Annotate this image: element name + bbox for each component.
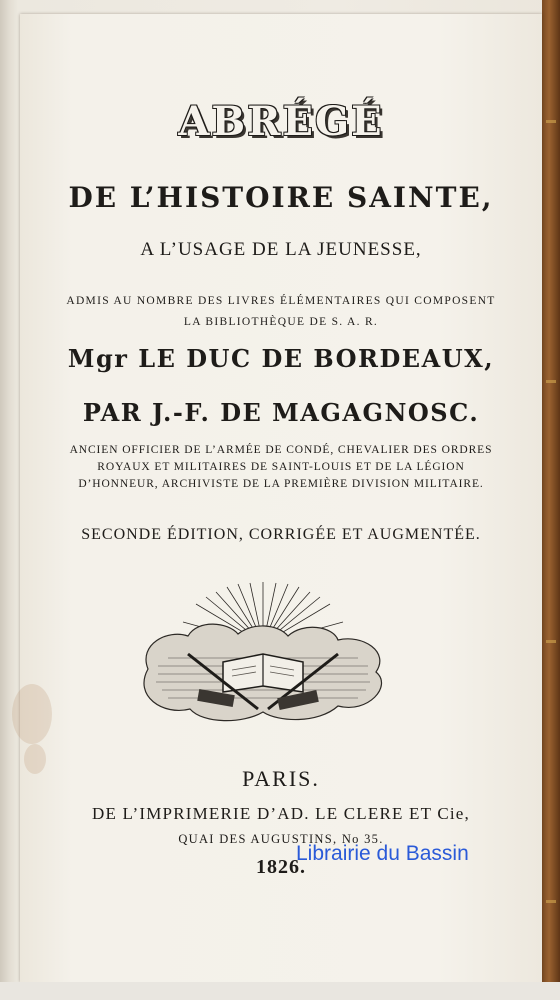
author-description-line-3: D’HONNEUR, ARCHIVISTE DE LA PREMIÈRE DIVISION MILITAIRE. [78,478,484,490]
edition-line: SECONDE ÉDITION, CORRIGÉE ET AUGMENTÉE. [81,526,481,543]
printer-address: QUAI DES AUGUSTINS, No 35. [178,832,384,846]
publication-year: 1826. [256,856,306,878]
printer-line: DE L’IMPRIMERIE D’AD. LE CLERE ET Cie, [91,804,471,823]
admission-line-2: LA BIBLIOTHÈQUE DE S. A. R. [183,316,379,328]
book-spine [542,0,560,1000]
admission-line-1: ADMIS AU NOMBRE DES LIVRES ÉLÉMENTAIRES QUI COMPOSENT [66,295,496,307]
subtitle-line-2: A L’USAGE DE LA JEUNESSE, [140,239,422,260]
dedicatee-line: Mgr LE DUC DE BORDEAUX, [67,344,495,373]
seller-watermark: Librairie du Bassin [296,842,469,865]
publication-city: PARIS. [242,766,320,791]
engraved-vignette-icon [128,574,398,734]
author-description-line-2: ROYAUX ET MILITAIRES DE SAINT-LOUIS ET DE LA LÉGION [97,461,465,473]
subtitle-line-1: DE L’HISTOIRE SAINTE, [68,181,494,214]
book-title: ABRÉGÉ [178,98,384,145]
author-line: PAR J.-F. DE MAGAGNOSC. [82,398,480,427]
foxing-stain [12,684,52,744]
author-description-line-1: ANCIEN OFFICIER DE L’ARMÉE DE CONDÉ, CHEVALIER DES ORDRES [69,444,493,456]
title-page [20,14,542,982]
bottom-background [0,982,560,1000]
